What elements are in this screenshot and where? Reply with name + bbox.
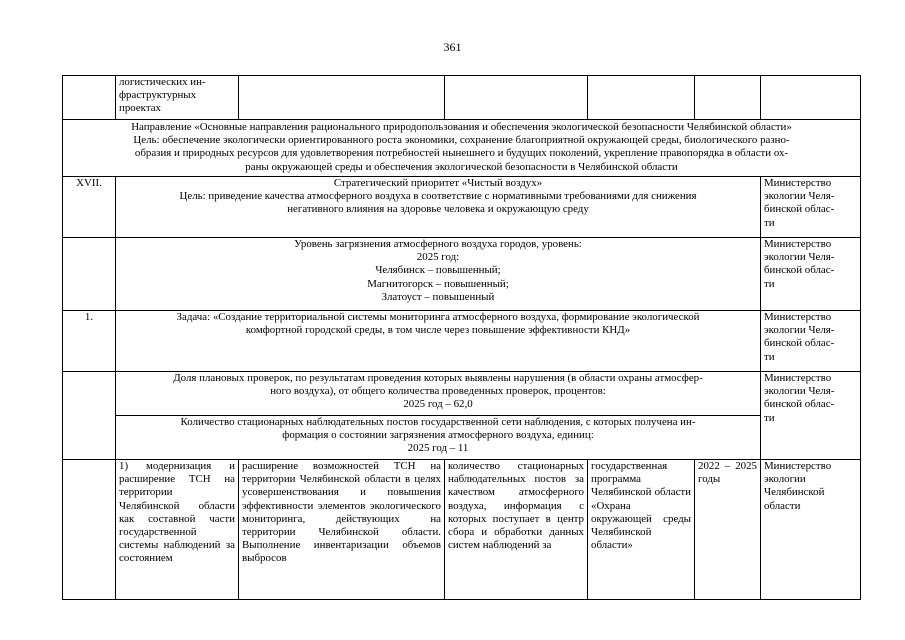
page-number: 361 — [443, 40, 462, 54]
indicators-ministry: Министерство экологии Челя- бинской облас- ти — [761, 372, 861, 460]
direction-goal-line2: образия и природных ресурсов для удовлетворения потребностей нынешнего и будущих поколений, укрепление правопорядка в области ох- — [134, 147, 789, 160]
table-row-indicator-2 — [63, 416, 861, 460]
indicator-1-text: Доля плановых проверок, по результатам проведения которых выявлены нарушения (в области охраны атмосфер- ного воздуха), от общего количества проведенных проверок, процентов: 2025 год – 62,0 — [116, 372, 761, 416]
priority-ministry: Министерство экологии Челя- бинской облас- ти — [761, 177, 861, 238]
direction-cell — [63, 120, 861, 177]
pollution-level-ministry: Министерство экологии Челя- бинской облас- ти — [761, 238, 861, 311]
direction-goal-line3: раны окружающей среды и обеспечения экологической безопасности в Челябинской области — [245, 160, 678, 173]
table-row-indicator-1 — [63, 372, 861, 416]
measure-content: расширение возможностей ТСН на территории Челябинской области в целях усовершенствования и повышения эффективности элементов экологического мониторинга, действующих на территории Челябинской области. Выполнение инвентаризации объемов выбросов — [239, 460, 445, 600]
measure-ministry: Министерство экологии Челябинской области — [761, 460, 861, 600]
table-row-direction — [63, 120, 861, 177]
table-row-task — [63, 311, 861, 372]
task-ministry: Министерство экологии Челя- бинской облас- ти — [761, 311, 861, 372]
pollution-level-text: Уровень загрязнения атмосферного воздуха городов, уровень: 2025 год: Челябинск – повышенный; Магнитогорск – повышенный; Златоуст – повышенный — [116, 238, 761, 311]
measure-indicator: количество стационарных наблюдательных постов за качеством атмосферного воздуха, информация с которых поступает в центр сбора и обработки данных систем наблюдений за — [445, 460, 588, 600]
measure-program: государственная программа Челябинской области «Охрана окружающей среды Челябинской области» — [588, 460, 695, 600]
priority-number: XVII. — [63, 177, 116, 238]
direction-goal-line1: Цель: обеспечение экологически ориентированного роста экономики, сохранение благоприятной окружающей среды, биологического разно- — [133, 134, 790, 147]
task-text: Задача: «Создание территориальной системы мониторинга атмосферного воздуха, формирование экологической комфортной городской среды, в том числе через повышение эффективности КНД» — [116, 311, 761, 372]
measure-name: 1) модернизация и расширение ТСН на территории Челябинской области как составной части государственной системы наблюдений за состоянием — [116, 460, 239, 600]
priority-text: Стратегический приоритет «Чистый воздух» Цель: приведение качества атмосферного воздуха в соответствие с нормативными требованиями для снижения негативного влияния на здоровье человека и окружающую среду — [116, 177, 761, 238]
table-row-priority — [63, 177, 861, 238]
direction-title: Направление «Основные направления рационального природопользования и обеспечения экологической безопасности Челябинской области» — [131, 121, 792, 133]
indicator-2-text: Количество стационарных наблюдательных постов государственной сети наблюдения, с которых получена ин- формация о состоянии загрязнения атмосферного воздуха, единиц: 2025 год – 11 — [116, 416, 761, 460]
table-row-carryover — [63, 76, 861, 120]
table-row-pollution-level — [63, 238, 861, 311]
strategy-table — [62, 75, 861, 600]
measure-period: 2022 – 2025 годы — [695, 460, 761, 600]
table-row-measure — [63, 460, 861, 600]
carryover-cell: логистических ин- фраструктурных проектах — [116, 76, 239, 120]
task-number: 1. — [63, 311, 116, 372]
